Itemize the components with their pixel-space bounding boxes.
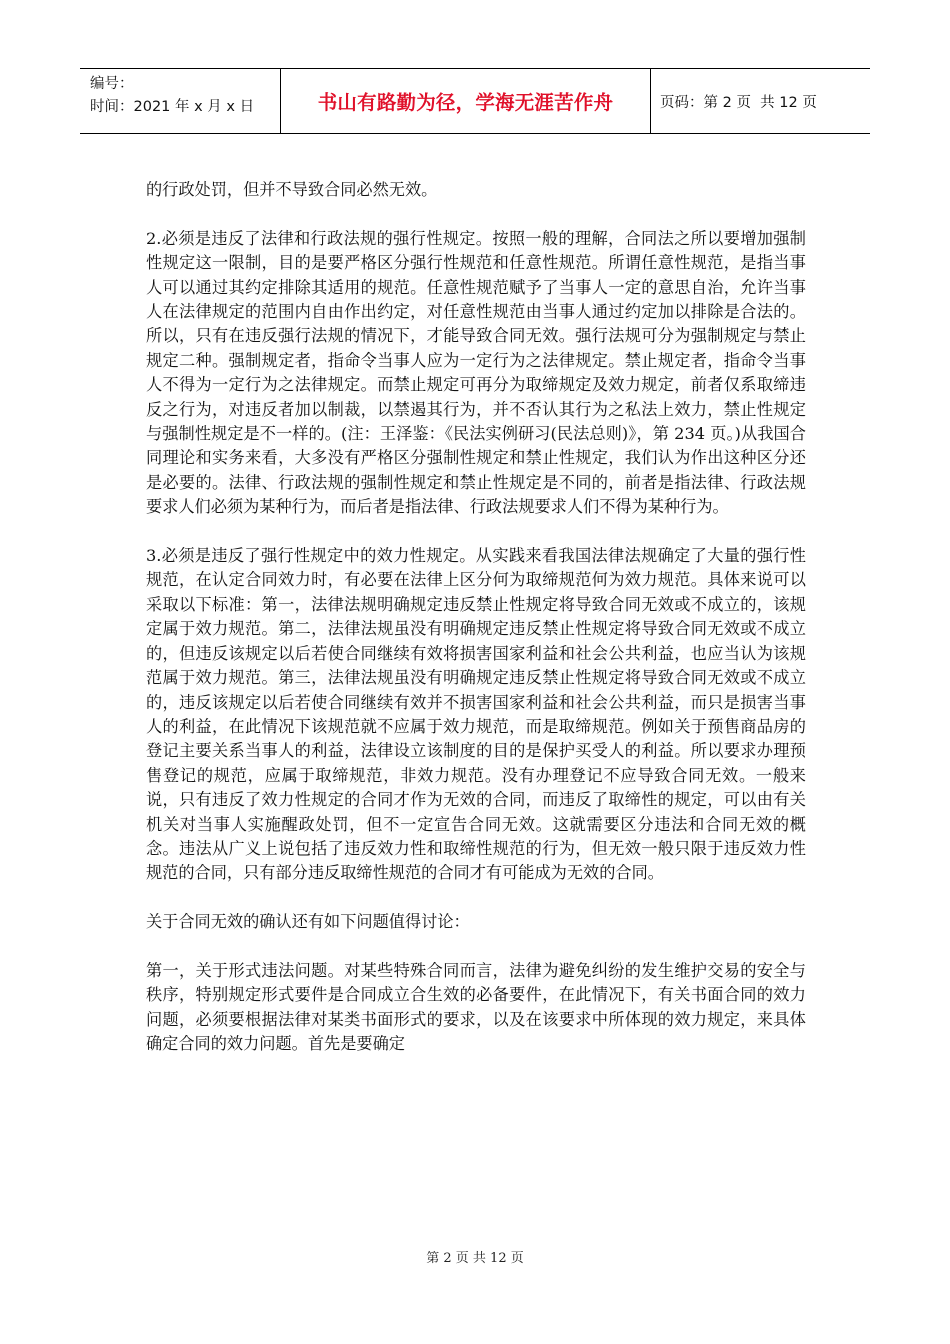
document-time-label: 时间：2021 年 x 月 x 日 bbox=[90, 99, 255, 115]
page-header bbox=[80, 68, 870, 134]
paragraph-4: 关于合同无效的确认还有如下问题值得讨论： bbox=[146, 912, 470, 932]
header-meta bbox=[80, 69, 280, 133]
page-footer-number: 第 2 页 共 12 页 bbox=[426, 1251, 524, 1266]
header-page-label: 页码：第 2 页 共 12 页 bbox=[660, 94, 817, 111]
document-body bbox=[146, 178, 806, 1081]
paragraph-2: 2.必须是违反了法律和行政法规的强行性规定。按照一般的理解，合同法之所以要增加强制性规定这一限制，目的是要严格区分强行性规范和任意性规范。所谓任意性规范，是指当事人可以通过其约定排除其适用的规范。任意性规范赋予了当事人一定的意思自治，允许当事人在法律规定的范围内自由作出约定，对任意性规范由当事人通过约定加以排除是合法的。所以，只有在违反强行法规的情况下，才能导致合同无效。强行法规可分为强制规定与禁止规定二种。强制规定者，指命令当事人应为一定行为之法律规定。禁止规定者，指命令当事人不得为一定行为之法律规定。而禁止规定可再分为取缔规定及效力规定，前者仅系取缔违反之行为，对违反者加以制裁，以禁遏其行为，并不否认其行为之私法上效力，禁止性规定与强制性规定是不一样的。(注：王泽鉴：《民法实例研习(民法总则)》，第 234 页。)从我国合同理论和实务来看，大多没有严格区分强制性规定和禁止性规定，我们认为作出这种区分还是必要的。法律、行政法规的强制性规定和禁止性规定是不同的，前者是指法律、行政法规要求人们必须为某种行为，而后者是指法律、行政法规要求人们不得为某种行为。 bbox=[146, 228, 806, 517]
document-number-label: 编号： bbox=[90, 76, 134, 92]
paragraph-1: 的行政处罚，但并不导致合同必然无效。 bbox=[146, 180, 438, 199]
paragraph-3: 3.必须是违反了强行性规定中的效力性规定。从实践来看我国法律法规确定了大量的强行性规范，在认定合同效力时，有必要在法律上区分何为取缔规范何为效力规范。具体来说可以采取以下标准：第一，法律法规明确规定违反禁止性规定将导致合同无效或不成立的，该规定属于效力规范。第二，法律法规虽没有明确规定违反禁止性规定将导致合同无效或不成立的，但违反该规定以后若使合同继续有效将损害国家利益和社会公共利益，也应当认为该规范属于效力规范。第三，法律法规虽没有明确规定违反禁止性规定将导致合同无效或不成立的，违反该规定以后若使合同继续有效并不损害国家利益和社会公共利益，而只是损害当事人的利益，在此情况下该规范就不应属于效力规范，而是取缔规范。例如关于预售商品房的登记主要关系当事人的利益，法律设立该制度的目的是保护买受人的利益。所以要求办理预售登记的规范，应属于取缔规范，非效力规范。没有办理登记不应导致合同无效。一般来说，只有违反了效力性规定的合同才作为无效的合同，而违反了取缔性的规定，可以由有关机关对当事人实施醒政处罚，但不一定宣告合同无效。这就需要区分违法和合同无效的概念。违法从广义上说包括了违反效力性和取缔性规范的行为，但无效一般只限于违反效力性规范的合同，只有部分违反取缔性规范的合同才有可能成为无效的合同。 bbox=[146, 546, 806, 883]
paragraph-5: 第一，关于形式违法问题。对某些特殊合同而言，法律为避免纠纷的发生维护交易的安全与秩序，特别规定形式要件是合同成立合生效的必备要件，在此情况下，有关书面合同的效力问题，必须要根据法律对某类书面形式的要求，以及在该要求中所体现的效力规定，来具体确定合同的效力问题。首先是要确定 bbox=[146, 960, 806, 1054]
header-slogan: 书山有路勤为径，学海无涯苦作舟 bbox=[280, 69, 651, 133]
